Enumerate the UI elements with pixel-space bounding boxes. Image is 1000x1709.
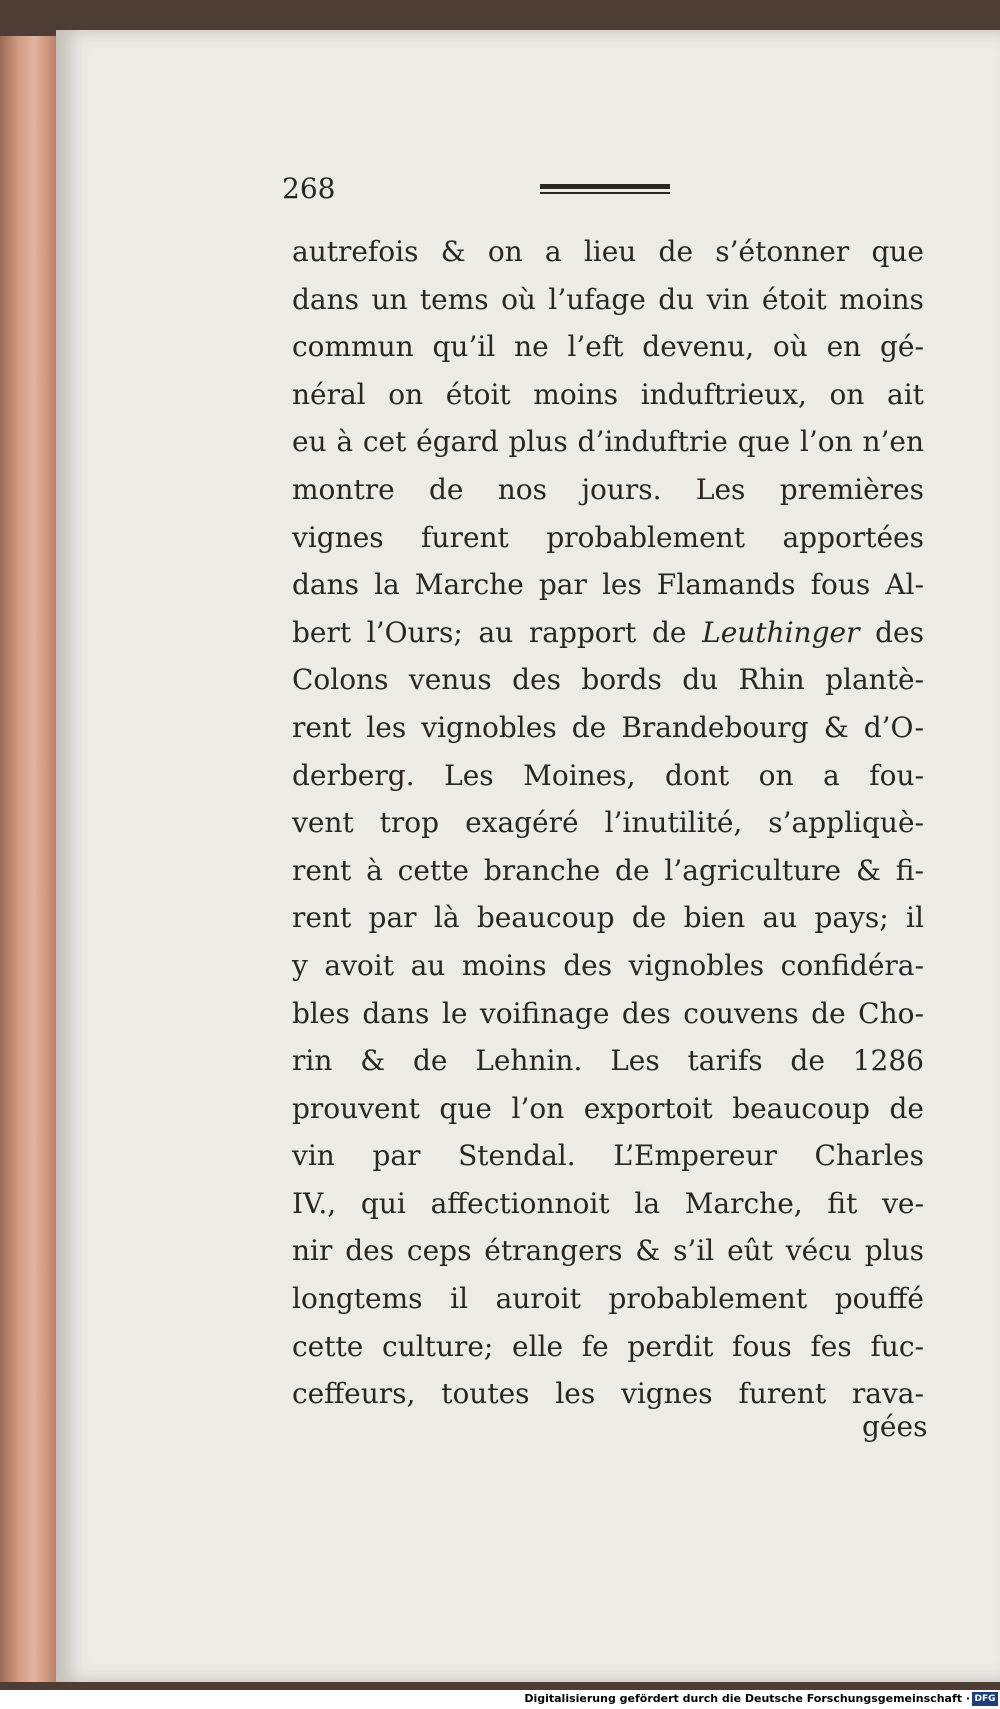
word: plus [508,425,568,459]
word: Lehnin. [475,1044,583,1078]
word: venus [408,663,492,697]
text-line [292,752,924,800]
word: exportoit [583,1091,713,1125]
word: fous [810,568,871,602]
text-line [292,894,924,942]
word: des [563,948,613,982]
word: branche [483,853,601,887]
word: on [388,377,424,411]
word: égard [416,425,499,459]
word: de [651,615,687,649]
word: de [428,472,464,506]
word: Colons [292,663,389,697]
word: pays; [814,901,889,935]
word: vignes [292,520,384,554]
word: Stendal. [458,1139,576,1173]
word: Leuthinger [702,615,860,649]
word: probablement [608,1282,808,1316]
word: a [544,235,562,268]
word: le [441,996,468,1030]
word: en [826,330,862,364]
word: au [478,615,514,649]
word: vent [292,806,354,840]
word: de [631,901,667,935]
word: fit [827,1186,858,1220]
word: à [366,853,383,887]
text-line [292,514,924,562]
word: des [345,1234,395,1268]
word: étrangers [484,1234,623,1268]
word: là [433,901,460,935]
word: néral [292,377,366,411]
text-line [292,323,924,371]
word: de [811,996,846,1030]
word: Les [695,472,746,506]
word: moins [839,282,924,316]
book-fore-edge [0,36,62,1682]
word: vin [292,1139,335,1173]
text-line [292,1085,924,1133]
word: & [856,853,881,887]
word: nos [497,472,548,506]
word: dont [665,758,730,792]
word: rapport [528,615,637,649]
word: affectionnoit [430,1186,610,1220]
word: Moines, [523,758,636,792]
text-line [292,847,924,895]
text-line [292,1132,924,1180]
word: de [889,1091,924,1125]
word: s’étonner [715,235,850,268]
word: ceps [406,1234,472,1268]
header-rule [540,184,670,189]
word: fuc- [870,1329,924,1363]
word: Rhin [738,663,805,697]
word: vécu [785,1234,852,1268]
text-line [292,1323,924,1371]
word: dans [292,282,360,316]
word: autrefois [292,235,419,268]
word: ait [887,377,924,411]
word: par [368,901,417,935]
word: à [336,425,354,459]
word: d’induftrie [577,425,728,459]
word: l’on [511,1091,565,1125]
text-line [292,1275,924,1323]
word: Al- [885,568,924,602]
text-line [292,371,924,419]
word: on [487,235,523,268]
word: par [538,568,587,602]
word: rent [292,901,352,935]
word: la [374,568,400,602]
word: probablement [546,520,745,554]
word: des [512,663,561,697]
word: couvens [683,996,799,1030]
word: toutes [441,1377,530,1411]
word: induftrieux, [640,377,807,411]
word: nir [292,1234,333,1268]
word: confidéra- [780,948,924,982]
word: que [871,235,924,268]
word: tarifs [687,1044,763,1078]
word: elle [512,1329,564,1363]
word: fou- [869,758,924,792]
word: étoit [761,282,827,316]
footer-bar [0,1690,1000,1709]
word: l’inutilité, [604,806,743,840]
word: les [366,710,407,744]
word: fe [581,1329,609,1363]
word: jours. [581,472,662,506]
page-header [282,172,932,212]
word: les [555,1377,596,1411]
word: ne [514,330,549,364]
word: la [634,1186,661,1220]
text-line [292,1180,924,1228]
word: voifinage [479,996,610,1030]
word: il [450,1282,469,1316]
word: y [292,948,308,982]
word: beaucoup [476,901,615,935]
word: vignobles [628,948,765,982]
word: moins [461,948,547,982]
word: fi- [895,853,924,887]
word: l’ufage [548,282,646,316]
word: ceffeurs, [292,1377,416,1411]
catchword: gées [862,1410,928,1443]
word: apportées [782,520,924,554]
word: L’Empereur [613,1139,777,1173]
word: Cho- [858,996,924,1030]
word: que [439,1091,492,1125]
word: exagéré [465,806,579,840]
word: du [658,282,695,316]
word: n’en [862,425,924,459]
word: & [360,1044,386,1078]
text-line [292,561,924,609]
word: Les [444,758,494,792]
word: de [658,235,694,268]
page-number: 268 [282,172,336,205]
word: & [440,235,466,268]
dfg-logo-icon: DFG [972,1692,998,1706]
word: lieu [583,235,637,268]
word: des [621,996,671,1030]
footer-credit: Digitalisierung gefördert durch die Deutsche Forschungsgemeinschaft · [524,1692,970,1705]
word: fes [810,1329,852,1363]
word: de [412,1044,448,1078]
word: cet [362,425,407,459]
word: cette [397,853,469,887]
word: bert [292,615,352,649]
word: auroit [495,1282,581,1316]
word: rin [292,1044,333,1078]
word: premières [779,472,924,506]
word: derberg. [292,758,415,792]
word: Marche [414,568,524,602]
text-line [292,276,924,324]
word: moins [533,377,619,411]
word: commun [292,330,414,364]
text-line [292,656,924,704]
text-line [292,418,924,466]
word: perdit [627,1329,714,1363]
text-line [292,228,924,276]
word: & [635,1234,661,1268]
word: furent [421,520,509,554]
word: un [371,282,408,316]
text-line [292,1037,924,1085]
word: gé- [879,330,924,364]
text-line [292,466,924,514]
word: plus [864,1234,924,1268]
word: Brandebourg [621,710,809,744]
word: plantè- [825,663,924,697]
word: étoit [445,377,511,411]
word: longtems [292,1282,423,1316]
word: par [372,1139,421,1173]
word: qu’il [432,330,496,364]
word: que [737,425,791,459]
word: ve- [882,1186,924,1220]
word: dans [292,568,360,602]
word: pouffé [834,1282,924,1316]
word: eu [292,425,327,459]
word: Flamands [656,568,796,602]
word: beaucoup [732,1091,870,1125]
word: l’Ours; [366,615,463,649]
word: s’il [673,1234,715,1268]
word: bles [292,996,350,1030]
word: 1286 [852,1044,924,1078]
word: du [682,663,719,697]
word: eût [727,1234,773,1268]
word: a [823,758,840,792]
text-line [292,942,924,990]
word: rent [292,710,352,744]
word: des [875,615,924,649]
text-line [292,799,924,847]
word: furent [738,1377,827,1411]
word: Marche, [684,1186,803,1220]
word: s’appliquè- [768,806,924,840]
word: Charles [814,1139,924,1173]
word: l’on [799,425,853,459]
word: prouvent [292,1091,420,1125]
text-line [292,704,924,752]
word: où [501,282,536,316]
text-line [292,609,924,657]
word: l’agriculture [664,853,842,887]
word: on [758,758,794,792]
word: de [790,1044,825,1078]
word: rava- [851,1377,924,1411]
word: de [615,853,650,887]
body-text [292,228,924,1418]
word: trop [379,806,440,840]
word: on [829,377,865,411]
word: fous [732,1329,792,1363]
word: cette [292,1329,364,1363]
word: devenu, [642,330,755,364]
word: au [410,948,446,982]
word: vin [706,282,750,316]
word: bien [683,901,746,935]
word: qui [360,1186,406,1220]
word: il [905,901,924,935]
text-line [292,990,924,1038]
word: Les [610,1044,660,1078]
word: où [772,330,808,364]
word: dans [362,996,430,1030]
word: & [823,710,849,744]
word: vignobles [421,710,557,744]
word: l’eft [567,330,624,364]
word: vignes [621,1377,713,1411]
word: avoit [324,948,394,982]
word: rent [292,853,352,887]
word: de [571,710,607,744]
text-line [292,1370,924,1418]
word: montre [292,472,395,506]
word: au [762,901,798,935]
text-line [292,1227,924,1275]
word: les [601,568,642,602]
word: bords [581,663,662,697]
word: d’O- [863,710,924,744]
word: IV., [292,1186,337,1220]
word: culture; [382,1329,494,1363]
word: tems [419,282,489,316]
